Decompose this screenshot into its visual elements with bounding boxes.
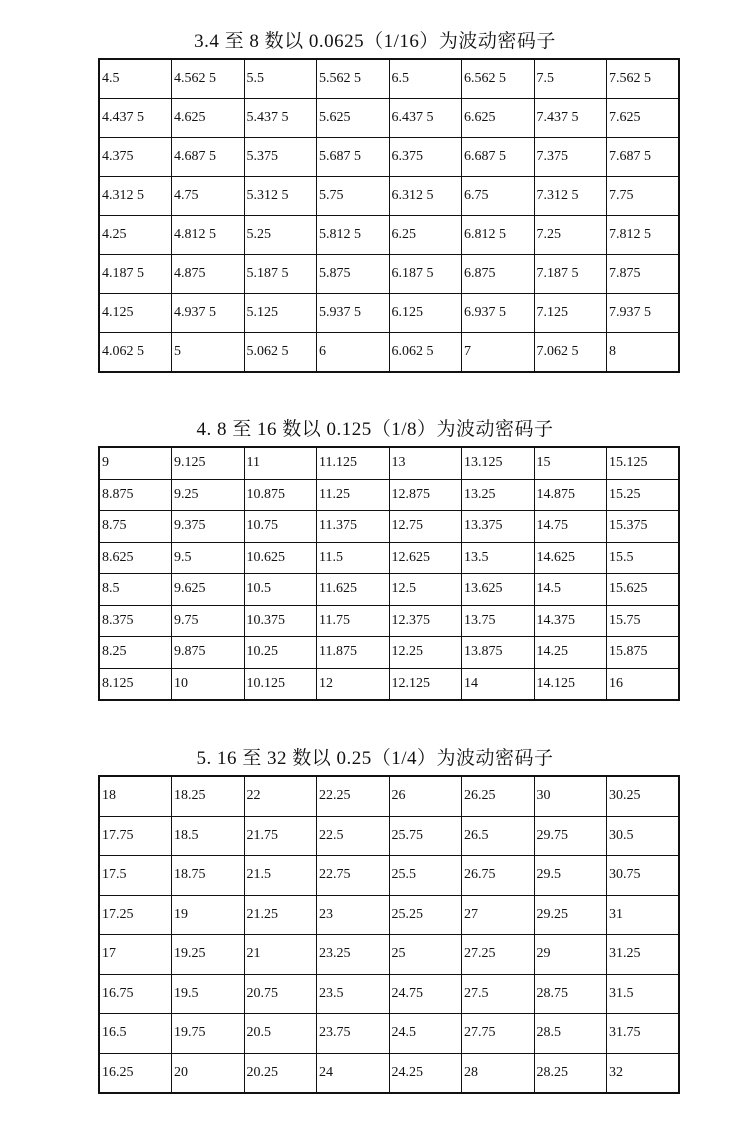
table-cell: 4.937 5 xyxy=(172,294,245,333)
table-cell: 9.75 xyxy=(172,605,245,637)
table-cell: 23 xyxy=(317,895,390,935)
table-cell: 13.25 xyxy=(462,479,535,511)
table-row xyxy=(99,816,679,856)
table-cell: 4.25 xyxy=(99,216,172,255)
table-cell: 22.5 xyxy=(317,816,390,856)
table-cell: 10.625 xyxy=(244,542,317,574)
table-cell: 21.25 xyxy=(244,895,317,935)
table-cell: 8.75 xyxy=(99,511,172,543)
table-row xyxy=(99,216,679,255)
table-cell: 24 xyxy=(317,1053,390,1093)
table-cell: 15.125 xyxy=(607,447,680,479)
table-cell: 13.125 xyxy=(462,447,535,479)
table-cell: 28 xyxy=(462,1053,535,1093)
table-cell: 6 xyxy=(317,333,390,373)
section-title: 5. 16 至 32 数以 0.25（1/4）为波动密码子 xyxy=(196,748,554,769)
table-cell: 31 xyxy=(607,895,680,935)
table-cell: 29.5 xyxy=(534,856,607,896)
table-cell: 10.375 xyxy=(244,605,317,637)
table-cell: 12.875 xyxy=(389,479,462,511)
table-cell: 28.25 xyxy=(534,1053,607,1093)
table-row xyxy=(99,668,679,700)
table-cell: 11.25 xyxy=(317,479,390,511)
codon-table xyxy=(98,775,680,1094)
table-cell: 13.625 xyxy=(462,574,535,606)
table-cell: 4.75 xyxy=(172,177,245,216)
table-cell: 11.75 xyxy=(317,605,390,637)
table-row xyxy=(99,333,679,373)
table-cell: 4.437 5 xyxy=(99,99,172,138)
table-cell: 4.687 5 xyxy=(172,138,245,177)
table-cell: 25.5 xyxy=(389,856,462,896)
table-cell: 5.687 5 xyxy=(317,138,390,177)
table-row xyxy=(99,1014,679,1054)
table-cell: 7.625 xyxy=(607,99,680,138)
table-cell: 7.937 5 xyxy=(607,294,680,333)
table-cell: 23.75 xyxy=(317,1014,390,1054)
table-cell: 10.25 xyxy=(244,637,317,669)
table-cell: 18.75 xyxy=(172,856,245,896)
table-cell: 6.5 xyxy=(389,59,462,99)
table-cell: 22 xyxy=(244,776,317,816)
table-cell: 30.5 xyxy=(607,816,680,856)
table-cell: 5 xyxy=(172,333,245,373)
table-cell: 4.812 5 xyxy=(172,216,245,255)
table-cell: 21.75 xyxy=(244,816,317,856)
table-cell: 4.125 xyxy=(99,294,172,333)
table-cell: 7.25 xyxy=(534,216,607,255)
table-cell: 15.5 xyxy=(607,542,680,574)
table-cell: 5.062 5 xyxy=(244,333,317,373)
table-cell: 14 xyxy=(462,668,535,700)
table-cell: 10.125 xyxy=(244,668,317,700)
table-cell: 6.687 5 xyxy=(462,138,535,177)
table-cell: 22.25 xyxy=(317,776,390,816)
table-cell: 8.125 xyxy=(99,668,172,700)
table-cell: 5.375 xyxy=(244,138,317,177)
codon-table xyxy=(98,58,680,373)
table-cell: 7.187 5 xyxy=(534,255,607,294)
table-cell: 7.562 5 xyxy=(607,59,680,99)
table-cell: 10.875 xyxy=(244,479,317,511)
table-cell: 7.875 xyxy=(607,255,680,294)
table-cell: 19 xyxy=(172,895,245,935)
table-cell: 29 xyxy=(534,935,607,975)
table-cell: 26.75 xyxy=(462,856,535,896)
table-cell: 7.75 xyxy=(607,177,680,216)
table-cell: 9.625 xyxy=(172,574,245,606)
table-row xyxy=(99,177,679,216)
table-cell: 4.5 xyxy=(99,59,172,99)
table-cell: 12.625 xyxy=(389,542,462,574)
table-cell: 30 xyxy=(534,776,607,816)
table-cell: 14.875 xyxy=(534,479,607,511)
table-cell: 6.812 5 xyxy=(462,216,535,255)
table-cell: 7.062 5 xyxy=(534,333,607,373)
table-cell: 25 xyxy=(389,935,462,975)
table-cell: 6.25 xyxy=(389,216,462,255)
table-cell: 12.375 xyxy=(389,605,462,637)
table-cell: 9.875 xyxy=(172,637,245,669)
table-cell: 8 xyxy=(607,333,680,373)
table-cell: 19.25 xyxy=(172,935,245,975)
table-cell: 5.937 5 xyxy=(317,294,390,333)
table-cell: 22.75 xyxy=(317,856,390,896)
table-row xyxy=(99,59,679,99)
table-cell: 32 xyxy=(607,1053,680,1093)
table-cell: 8.625 xyxy=(99,542,172,574)
table-cell: 8.375 xyxy=(99,605,172,637)
table-row xyxy=(99,935,679,975)
table-cell: 8.875 xyxy=(99,479,172,511)
table-row xyxy=(99,776,679,816)
table-cell: 4.875 xyxy=(172,255,245,294)
table-cell: 10.75 xyxy=(244,511,317,543)
table-cell: 25.75 xyxy=(389,816,462,856)
table-cell: 24.5 xyxy=(389,1014,462,1054)
table-cell: 11.125 xyxy=(317,447,390,479)
table-cell: 15 xyxy=(534,447,607,479)
table-cell: 6.312 5 xyxy=(389,177,462,216)
table-row xyxy=(99,294,679,333)
table-cell: 4.312 5 xyxy=(99,177,172,216)
table-cell: 9 xyxy=(99,447,172,479)
table-cell: 29.75 xyxy=(534,816,607,856)
table-cell: 7.375 xyxy=(534,138,607,177)
table-cell: 13.875 xyxy=(462,637,535,669)
table-cell: 12.5 xyxy=(389,574,462,606)
table-cell: 17 xyxy=(99,935,172,975)
codon-table xyxy=(98,446,680,701)
table-cell: 10 xyxy=(172,668,245,700)
table-cell: 15.375 xyxy=(607,511,680,543)
table-cell: 11.875 xyxy=(317,637,390,669)
table-cell: 20 xyxy=(172,1053,245,1093)
table-cell: 9.125 xyxy=(172,447,245,479)
table-cell: 27.75 xyxy=(462,1014,535,1054)
table-cell: 28.75 xyxy=(534,974,607,1014)
table-cell: 14.25 xyxy=(534,637,607,669)
table-cell: 28.5 xyxy=(534,1014,607,1054)
table-cell: 11.5 xyxy=(317,542,390,574)
table-cell: 12.25 xyxy=(389,637,462,669)
table-cell: 21.5 xyxy=(244,856,317,896)
table-cell: 6.437 5 xyxy=(389,99,462,138)
table-cell: 26 xyxy=(389,776,462,816)
table-cell: 14.125 xyxy=(534,668,607,700)
table-row xyxy=(99,479,679,511)
table-cell: 7.812 5 xyxy=(607,216,680,255)
table-row xyxy=(99,974,679,1014)
table-cell: 19.75 xyxy=(172,1014,245,1054)
table-cell: 16.5 xyxy=(99,1014,172,1054)
table-cell: 15.75 xyxy=(607,605,680,637)
table-cell: 15.625 xyxy=(607,574,680,606)
table-cell: 24.25 xyxy=(389,1053,462,1093)
table-cell: 15.875 xyxy=(607,637,680,669)
table-cell: 5.562 5 xyxy=(317,59,390,99)
table-row xyxy=(99,895,679,935)
table-cell: 20.25 xyxy=(244,1053,317,1093)
table-cell: 17.5 xyxy=(99,856,172,896)
table-cell: 7 xyxy=(462,333,535,373)
table-cell: 15.25 xyxy=(607,479,680,511)
table-row xyxy=(99,138,679,177)
table-cell: 6.875 xyxy=(462,255,535,294)
table-cell: 6.125 xyxy=(389,294,462,333)
table-cell: 23.5 xyxy=(317,974,390,1014)
table-cell: 10.5 xyxy=(244,574,317,606)
table-cell: 4.625 xyxy=(172,99,245,138)
table-cell: 8.5 xyxy=(99,574,172,606)
table-cell: 8.25 xyxy=(99,637,172,669)
table-cell: 11.625 xyxy=(317,574,390,606)
table-row xyxy=(99,255,679,294)
table-cell: 6.375 xyxy=(389,138,462,177)
table-cell: 25.25 xyxy=(389,895,462,935)
table-row xyxy=(99,574,679,606)
table-cell: 14.375 xyxy=(534,605,607,637)
table-cell: 6.625 xyxy=(462,99,535,138)
table-cell: 27.5 xyxy=(462,974,535,1014)
section-title: 3.4 至 8 数以 0.0625（1/16）为波动密码子 xyxy=(194,31,556,52)
table-cell: 6.937 5 xyxy=(462,294,535,333)
table-cell: 5.812 5 xyxy=(317,216,390,255)
table-cell: 6.75 xyxy=(462,177,535,216)
table-cell: 13 xyxy=(389,447,462,479)
table-cell: 6.562 5 xyxy=(462,59,535,99)
table-cell: 5.5 xyxy=(244,59,317,99)
table-row xyxy=(99,99,679,138)
table-cell: 4.187 5 xyxy=(99,255,172,294)
table-row xyxy=(99,605,679,637)
table-cell: 30.75 xyxy=(607,856,680,896)
table-cell: 14.5 xyxy=(534,574,607,606)
table-cell: 27.25 xyxy=(462,935,535,975)
table-cell: 6.062 5 xyxy=(389,333,462,373)
table-cell: 5.187 5 xyxy=(244,255,317,294)
section-title: 4. 8 至 16 数以 0.125（1/8）为波动密码子 xyxy=(196,419,554,440)
table-cell: 17.75 xyxy=(99,816,172,856)
table-cell: 18 xyxy=(99,776,172,816)
table-row xyxy=(99,447,679,479)
table-cell: 5.312 5 xyxy=(244,177,317,216)
table-cell: 26.5 xyxy=(462,816,535,856)
table-cell: 31.25 xyxy=(607,935,680,975)
table-cell: 4.062 5 xyxy=(99,333,172,373)
table-cell: 5.875 xyxy=(317,255,390,294)
table-cell: 5.75 xyxy=(317,177,390,216)
table-row xyxy=(99,856,679,896)
table-cell: 5.125 xyxy=(244,294,317,333)
table-cell: 14.75 xyxy=(534,511,607,543)
table-cell: 14.625 xyxy=(534,542,607,574)
table-cell: 19.5 xyxy=(172,974,245,1014)
table-cell: 12.75 xyxy=(389,511,462,543)
table-cell: 17.25 xyxy=(99,895,172,935)
table-cell: 7.5 xyxy=(534,59,607,99)
table-cell: 18.5 xyxy=(172,816,245,856)
table-cell: 24.75 xyxy=(389,974,462,1014)
table-cell: 29.25 xyxy=(534,895,607,935)
table-cell: 23.25 xyxy=(317,935,390,975)
table-cell: 26.25 xyxy=(462,776,535,816)
table-cell: 7.125 xyxy=(534,294,607,333)
table-cell: 5.437 5 xyxy=(244,99,317,138)
table-cell: 9.5 xyxy=(172,542,245,574)
table-cell: 7.312 5 xyxy=(534,177,607,216)
table-row xyxy=(99,1053,679,1093)
table-cell: 31.5 xyxy=(607,974,680,1014)
table-cell: 27 xyxy=(462,895,535,935)
table-cell: 13.75 xyxy=(462,605,535,637)
table-cell: 6.187 5 xyxy=(389,255,462,294)
table-cell: 5.25 xyxy=(244,216,317,255)
table-cell: 7.437 5 xyxy=(534,99,607,138)
table-row xyxy=(99,511,679,543)
table-cell: 31.75 xyxy=(607,1014,680,1054)
table-cell: 21 xyxy=(244,935,317,975)
table-cell: 11.375 xyxy=(317,511,390,543)
table-cell: 4.562 5 xyxy=(172,59,245,99)
table-cell: 20.5 xyxy=(244,1014,317,1054)
table-cell: 9.375 xyxy=(172,511,245,543)
table-cell: 16 xyxy=(607,668,680,700)
table-cell: 7.687 5 xyxy=(607,138,680,177)
table-cell: 18.25 xyxy=(172,776,245,816)
table-cell: 13.375 xyxy=(462,511,535,543)
table-cell: 20.75 xyxy=(244,974,317,1014)
table-cell: 9.25 xyxy=(172,479,245,511)
table-cell: 12.125 xyxy=(389,668,462,700)
table-cell: 30.25 xyxy=(607,776,680,816)
table-cell: 4.375 xyxy=(99,138,172,177)
table-cell: 12 xyxy=(317,668,390,700)
table-cell: 16.75 xyxy=(99,974,172,1014)
table-cell: 13.5 xyxy=(462,542,535,574)
table-cell: 11 xyxy=(244,447,317,479)
table-row xyxy=(99,542,679,574)
table-cell: 16.25 xyxy=(99,1053,172,1093)
table-row xyxy=(99,637,679,669)
table-cell: 5.625 xyxy=(317,99,390,138)
